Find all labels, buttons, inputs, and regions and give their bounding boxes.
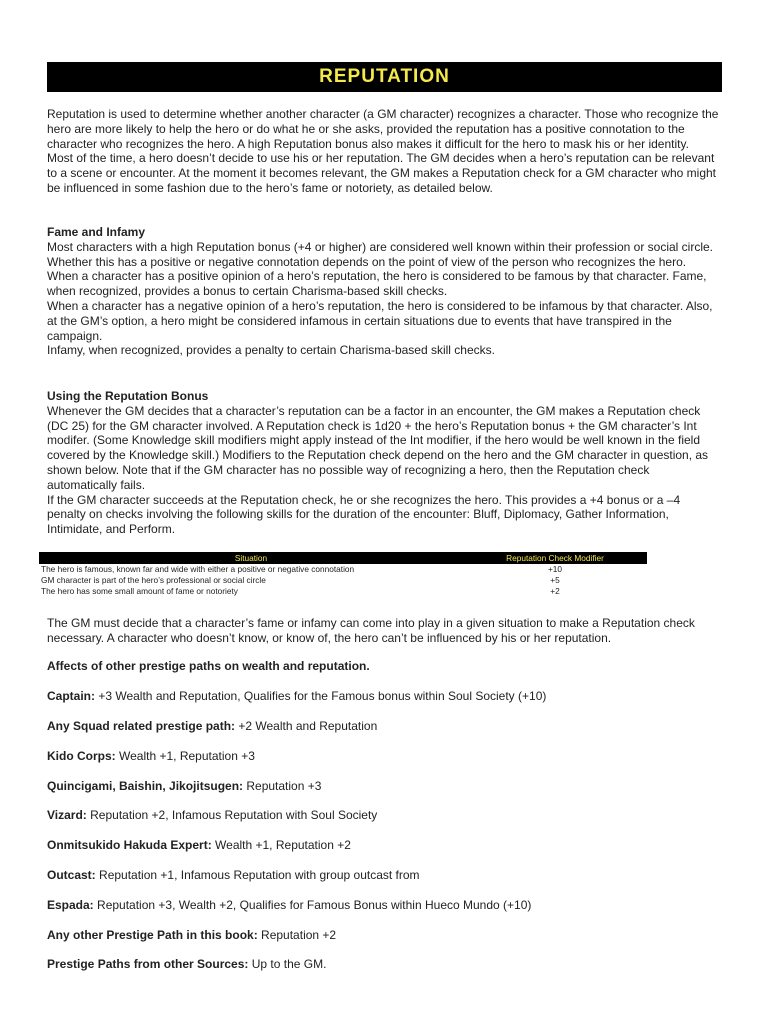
path-name: Vizard: [47,808,87,822]
fame-paragraph: When a character has a positive opinion of a hero’s reputation, the hero is considered to be famous by that character. Fame, when recognized, provides a bonus to certain Charisma-based skill checks. [47,269,707,299]
path-entry [47,928,722,942]
path-entry [47,868,722,882]
intro-paragraph: Most of the time, a hero doesn’t decide to use his or her reputation. The GM decides when a hero’s reputation can be relevant to a scene or encounter. At the moment it becomes relevant, the GM makes a Reputation check for a GM character who might be influenced in some fashion due to the hero’s fame or notoriety, as detailed below. [47,151,716,195]
path-entry [47,898,722,912]
path-entry [47,838,722,852]
after-table-paragraph: The GM must decide that a character’s fame or infamy can come into play in a given situation to make a Reputation check necessary. A character who doesn’t know, or know of, the hero can’t be influenced by his or her reputation. [47,616,695,645]
path-effect: Wealth +1, Reputation +3 [115,749,255,763]
path-effect: Reputation +2, Infamous Reputation with Soul Society [86,808,378,822]
column-header-modifier: Reputation Check Modifier [463,552,647,564]
path-entry [47,779,722,793]
path-name: Quincigami, Baishin, Jikojitsugen: [47,779,244,793]
section-heading: Fame and Infamy [47,225,146,239]
situation-cell: The hero is famous, known far and wide with either a positive or negative connotation [41,564,355,574]
title-banner [47,62,722,92]
path-name: Captain: [47,689,95,703]
modifier-cell: +2 [550,586,560,596]
path-effect: Up to the GM. [248,957,327,971]
using-section [47,389,722,537]
path-entry [47,957,722,971]
fame-paragraph: Infamy, when recognized, provides a penalty to certain Charisma-based skill checks. [47,343,495,358]
table-row [39,564,647,575]
table-row [39,575,647,586]
path-name: Any Squad related prestige path: [47,719,236,733]
after-table-section [47,616,722,646]
path-name: Kido Corps: [47,749,116,763]
path-effect: +3 Wealth and Reputation, Qualifies for the Famous bonus within Soul Society (+10) [95,689,547,703]
path-effect: +2 Wealth and Reputation [235,719,378,733]
path-name: Onmitsukido Hakuda Expert: [47,838,212,852]
table-header-row [39,552,647,564]
path-entry [47,808,722,822]
path-effect: Reputation +3 [243,779,322,793]
reputation-modifier-table [39,552,647,597]
intro-paragraph: Reputation is used to determine whether another character (a GM character) recognizes a character. Those who recognize the hero are more likely to help the hero or do what he or she asks, provided the reputation has a positive connotation to the character who recognizes the hero. A high Reputation bonus also makes it difficult for the hero to mask his or her identity. [47,107,719,151]
path-entry [47,719,722,733]
situation-cell: The hero has some small amount of fame or notoriety [41,586,238,596]
fame-paragraph: When a character has a negative opinion of a hero’s reputation, the hero is considered to be infamous by that character. Also, at the GM’s option, a hero might be considered infamous in certain situations due to events that have transpired in the campaign. [47,298,713,343]
affects-heading [47,659,722,673]
path-effect: Reputation +1, Infamous Reputation with group outcast from [95,868,420,882]
path-entry [47,689,722,703]
affects-heading-text: Affects of other prestige paths on wealth and reputation. [47,659,370,673]
section-heading: Using the Reputation Bonus [47,389,209,403]
page-title: REPUTATION [319,66,450,87]
fame-paragraph: Most characters with a high Reputation bonus (+4 or higher) are considered well known within their profession or social circle. Whether this has a positive or negative connotation depends on the point of view of the person who recognizes the hero. [47,239,713,269]
path-effect: Reputation +2 [257,928,337,942]
path-effect: Wealth +1, Reputation +2 [211,838,351,852]
path-name: Outcast: [47,868,96,882]
table-row [39,586,647,597]
path-effect: Reputation +3, Wealth +2, Qualifies for Famous Bonus within Hueco Mundo (+10) [93,898,532,912]
using-paragraph: Whenever the GM decides that a character’s reputation can be a factor in an encounter, the GM makes a Reputation check (DC 25) for the GM character involved. A Reputation check is 1d20 + the hero’s Reputation bonus + the GM character’s Int modifer. (Some Knowledge skill modifiers might apply instead of the Int modifier, if the hero would be well known in the field covered by the Knowledge skill.) Modifiers to the Reputation check depend on the hero and the GM character in question, as shown below. Note that if the GM character has no possible way of recognizing a hero, then the Reputation check automatically fails. [47,403,709,492]
using-paragraph: If the GM character succeeds at the Reputation check, he or she recognizes the hero. This provides a +4 bonus or a –4 penalty on checks involving the following skills for the duration of the encounter: Bluff, Diplomacy, Gather Information, Intimidate, and Perform. [47,492,681,537]
intro-section [47,107,722,196]
fame-section [47,225,722,358]
path-name: Espada: [47,898,94,912]
column-header-situation: Situation [39,552,463,564]
modifier-cell: +10 [547,564,563,574]
path-name: Any other Prestige Path in this book: [47,928,258,942]
path-entry [47,749,722,763]
path-name: Prestige Paths from other Sources: [47,957,249,971]
situation-cell: GM character is part of the hero’s professional or social circle [41,575,266,585]
modifier-cell: +5 [550,575,560,585]
